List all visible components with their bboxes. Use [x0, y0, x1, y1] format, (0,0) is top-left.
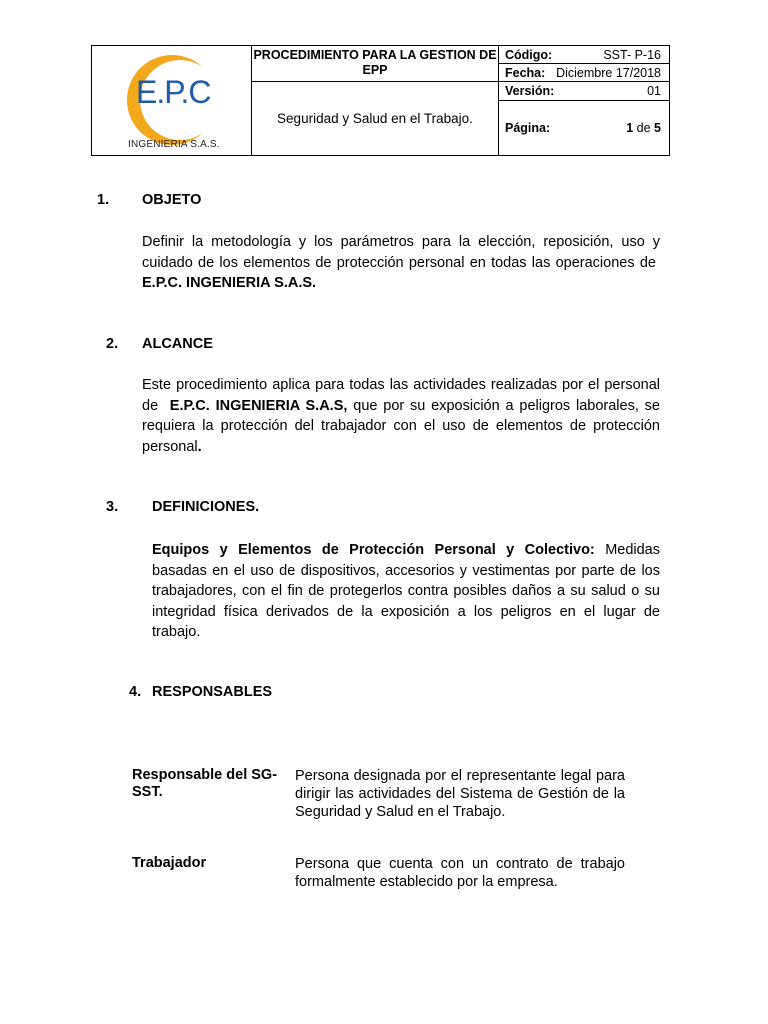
section-2-paragraph: Este procedimiento aplica para todas las actividades realizadas por el personal de E.P.C. INGENIERIA S.A.S, que por su exposición a peligros laborales, se requiera la protección del trabajador con el uso de elementos de protección personal.: [142, 377, 660, 455]
section-4-number: 4.: [129, 684, 142, 700]
logo-cell: [92, 46, 252, 155]
pagina-value: 1 de 5: [626, 121, 661, 135]
responsible-definition: Persona designada por el representante legal para dirigir las actividades del Sistema de Gestión de la Seguridad y Salud en el Trabajo.: [295, 768, 625, 820]
document-title: PROCEDIMIENTO PARA LA GESTION DE EPP: [252, 46, 499, 82]
section-4-title: RESPONSABLES: [152, 684, 273, 700]
fecha-value: Diciembre 17/2018: [556, 65, 661, 80]
section-2-title: ALCANCE: [142, 336, 213, 352]
section-3-title: DEFINICIONES.: [152, 499, 260, 515]
section-1-title: OBJETO: [142, 192, 202, 208]
worker-definition: Persona que cuenta con un contrato de trabajo formalmente establecido por la empresa.: [295, 856, 625, 890]
logo-subtitle: INGENIERIA S.A.S.: [128, 139, 220, 150]
pagina-row: Página: 1 de 5: [505, 121, 661, 135]
codigo-row: Código: SST- P-16: [499, 46, 669, 64]
worker-term: Trabajador: [132, 855, 207, 871]
document-header-table: [91, 45, 670, 156]
company-name: E.P.C. INGENIERIA S.A.S,: [169, 397, 348, 414]
definition-term: Equipos y Elementos de Protección Personal y Colectivo:: [152, 542, 595, 558]
codigo-value: SST- P-16: [603, 47, 661, 62]
section-2-number: 2.: [106, 336, 119, 352]
company-name: E.P.C. INGENIERIA S.A.S.: [142, 275, 317, 291]
section-1-number: 1.: [97, 192, 110, 208]
version-value: 01: [647, 84, 661, 98]
fecha-row: Fecha: Diciembre 17/2018: [499, 64, 669, 82]
document-subtitle: Seguridad y Salud en el Trabajo.: [252, 82, 499, 155]
section-3-number: 3.: [106, 499, 119, 515]
version-row: Versión: 01: [499, 82, 669, 101]
company-logo: E.P.C: [136, 74, 211, 110]
responsible-term: Responsable del SG-SST.: [132, 767, 278, 800]
section-3-paragraph: Equipos y Elementos de Protección Personal y Colectivo: Medidas basadas en el uso de dispositivos, accesorios y vestimentas por parte de los trabajadores, con el fin de protegerlos contra posibles daños a su salud o su integridad física derivados de la exposición a los peligros en el lugar de trabajo.: [152, 542, 660, 640]
section-1-paragraph: Definir la metodología y los parámetros para la elección, reposición, uso y cuidado de los elementos de protección personal en todas las operaciones de E.P.C. INGENIERIA S.A.S.: [142, 234, 660, 291]
